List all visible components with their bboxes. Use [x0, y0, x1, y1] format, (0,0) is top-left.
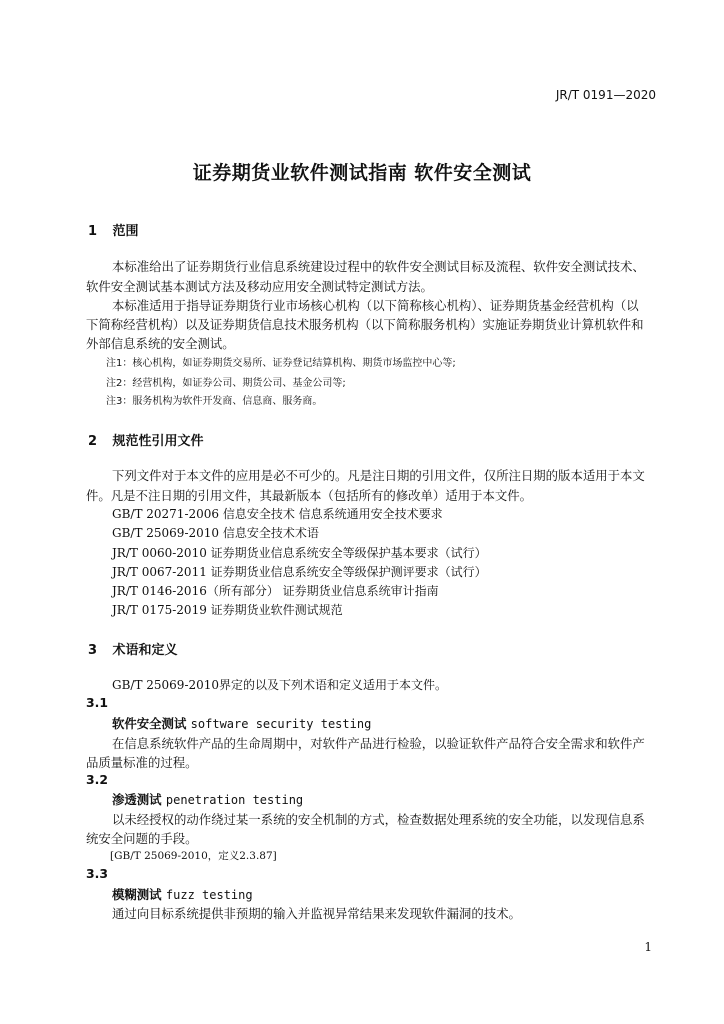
- note-3: 注3：服务机构为软件开发商、信息商、服务商。: [106, 396, 323, 407]
- term-definition: 以未经授权的动作绕过某一系统的安全机制的方式，检查数据处理系统的安全功能，以发现信息系: [112, 812, 645, 827]
- term-heading: [112, 714, 371, 732]
- note-1: 注1：核心机构，如证券期货交易所、证券登记结算机构、期货市场监控中心等;: [106, 358, 456, 369]
- term-cn: 渗透测试: [112, 792, 162, 807]
- section-3-intro: GB/T 25069-2010界定的以及下列术语和定义适用于本文件。: [112, 678, 448, 692]
- clause-number: 3.2: [86, 772, 108, 787]
- reference-item: JR/T 0146-2016（所有部分） 证券期货业信息系统审计指南: [112, 584, 439, 598]
- term-cn: 模糊测试: [112, 887, 162, 902]
- section-1-line: 下简称经营机构）以及证券期货信息技术服务机构（以下简称服务机构）实施证券期货业计算机软件和: [86, 317, 644, 332]
- section-1-title: 范围: [112, 224, 139, 239]
- section-2-line: 件。凡是不注日期的引用文件，其最新版本（包括所有的修改单）适用于本文件。: [86, 488, 533, 503]
- clause-number: 3.1: [86, 695, 108, 710]
- term-cn: 软件安全测试: [112, 716, 187, 731]
- note-2: 注2：经营机构，如证券公司、期货公司、基金公司等;: [106, 378, 346, 389]
- term-heading: [112, 885, 253, 903]
- term-en: fuzz testing: [165, 888, 253, 902]
- section-1-line: 外部信息系统的安全测试。: [86, 336, 235, 351]
- section-1-line: 本标准给出了证券期货行业信息系统建设过程中的软件安全测试目标及流程、软件安全测试技术、: [112, 259, 645, 274]
- clause-number: 3.3: [86, 866, 108, 881]
- section-2-line: 下列文件对于本文件的应用是必不可少的。凡是注日期的引用文件，仅所注日期的版本适用于本文: [112, 468, 645, 483]
- section-3-title: 术语和定义: [112, 643, 178, 658]
- reference-item: GB/T 20271-2006 信息安全技术 信息系统通用安全技术要求: [112, 507, 443, 521]
- term-definition: 在信息系统软件产品的生命周期中，对软件产品进行检验，以验证软件产品符合安全需求和软件产: [112, 736, 645, 751]
- term-definition: 通过向目标系统提供非预期的输入并监视异常结果来发现软件漏洞的技术。: [112, 906, 521, 921]
- document-code-header: JR/T 0191—2020: [555, 88, 656, 102]
- reference-item: JR/T 0067-2011 证券期货业信息系统安全等级保护测评要求（试行）: [112, 565, 487, 579]
- term-source: [GB/T 25069-2010，定义2.3.87]: [110, 850, 277, 862]
- section-3-heading: [88, 639, 178, 658]
- term-en: software security testing: [190, 717, 372, 731]
- section-2-heading: [88, 430, 204, 449]
- section-1-number: 1: [88, 224, 98, 239]
- term-heading: [112, 790, 303, 808]
- section-2-number: 2: [88, 434, 98, 449]
- document-title: 证券期货业软件测试指南 软件安全测试: [192, 162, 532, 184]
- term-definition: 统安全问题的手段。: [86, 831, 198, 846]
- reference-item: GB/T 25069-2010 信息安全技术术语: [112, 526, 319, 540]
- reference-item: JR/T 0060-2010 证券期货业信息系统安全等级保护基本要求（试行）: [112, 546, 487, 560]
- term-en: penetration testing: [165, 793, 304, 807]
- section-2-title: 规范性引用文件: [112, 434, 204, 449]
- section-1-line: 软件安全测试基本测试方法及移动应用安全测试特定测试方法。: [86, 279, 433, 294]
- page-number: 1: [644, 940, 652, 954]
- term-definition: 品质量标准的过程。: [86, 755, 198, 770]
- section-1-heading: [88, 220, 139, 239]
- section-3-number: 3: [88, 643, 98, 658]
- reference-item: JR/T 0175-2019 证券期货业软件测试规范: [112, 603, 343, 617]
- section-1-line: 本标准适用于指导证券期货行业市场核心机构（以下简称核心机构）、证券期货基金经营机构（以: [112, 298, 639, 313]
